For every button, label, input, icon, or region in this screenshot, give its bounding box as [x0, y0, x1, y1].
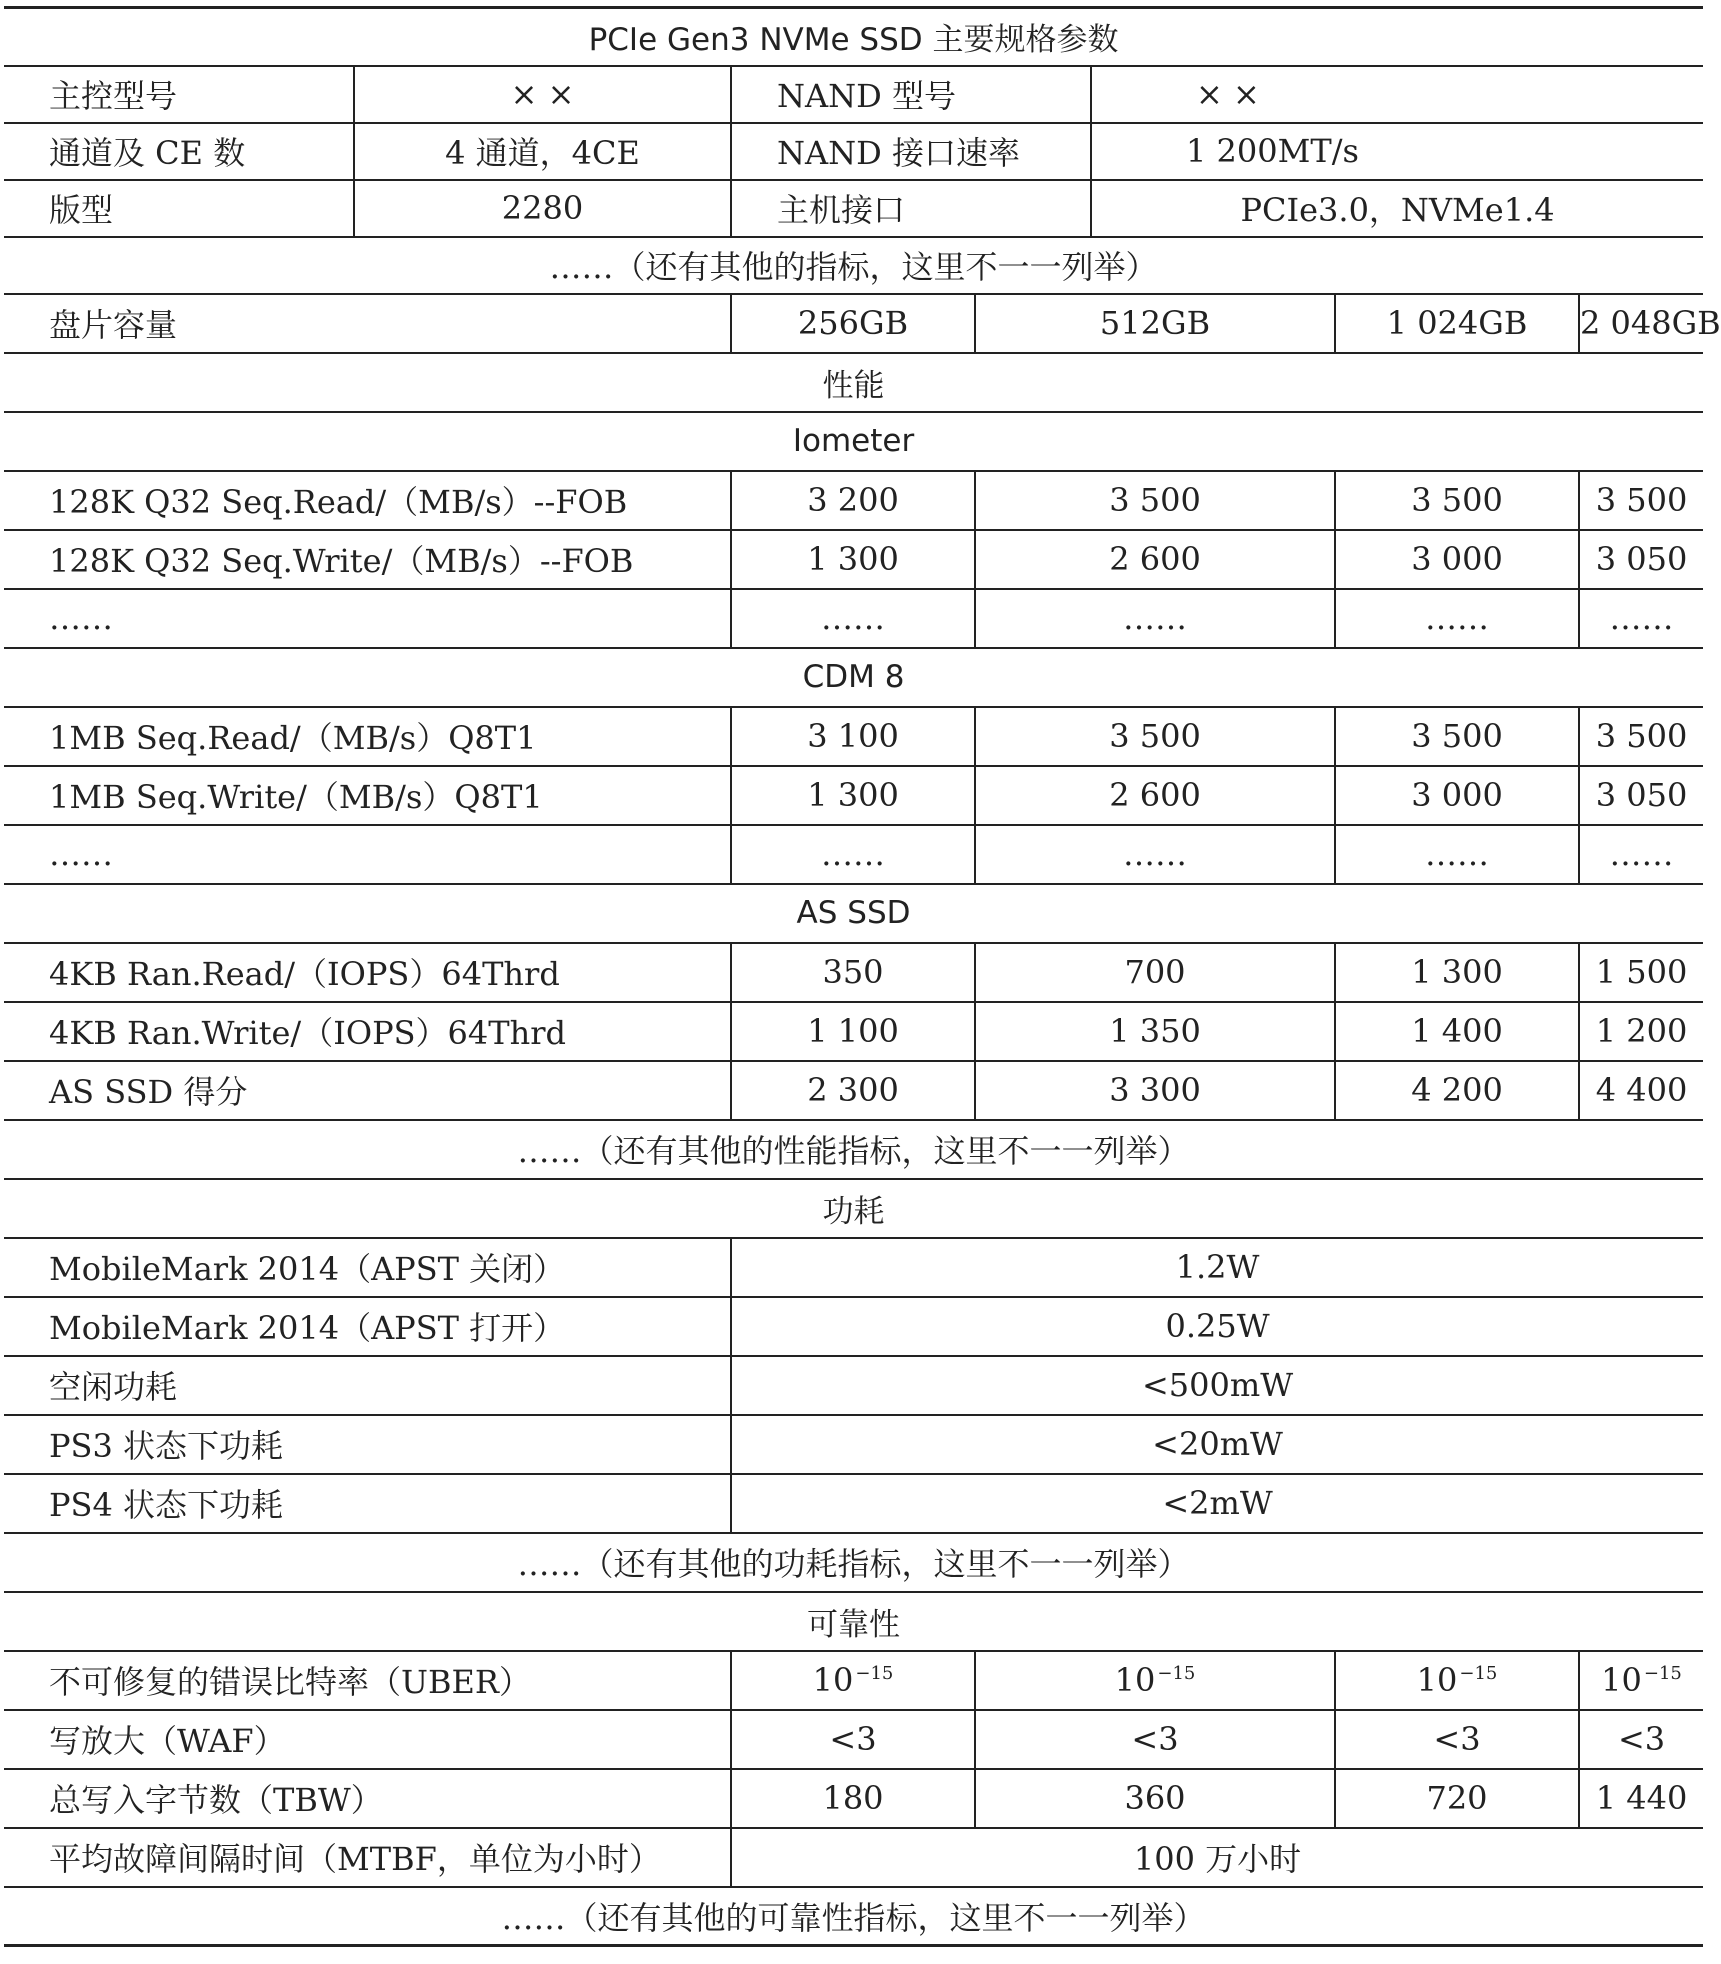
section-row: [4, 648, 1703, 707]
cell-value: [731, 1651, 975, 1710]
cell-value: 3 100: [731, 707, 975, 766]
cell-value: 1 440: [1579, 1769, 1703, 1828]
table-row: [4, 1002, 1703, 1061]
table-row: [4, 1710, 1703, 1769]
cell-value: ……: [975, 589, 1335, 648]
row-label: 写放大（WAF）: [4, 1710, 731, 1769]
cell-value: 2 600: [975, 766, 1335, 825]
row-label: 4KB Ran.Write/（IOPS）64Thrd: [4, 1002, 731, 1061]
capacity-value: 512GB: [975, 294, 1335, 353]
cell-value: 3 500: [975, 707, 1335, 766]
cell-value: 4 200: [1335, 1061, 1579, 1120]
cell-value: ……: [1579, 589, 1703, 648]
power-of-ten: [813, 1661, 894, 1699]
cell-value: <3: [731, 1710, 975, 1769]
table-row: [4, 530, 1703, 589]
row-label: 总写入字节数（TBW）: [4, 1769, 731, 1828]
channel-value: 4 通道，4CE: [354, 123, 731, 180]
nand-value: × ×: [1091, 66, 1703, 123]
title-row: [4, 8, 1703, 66]
note-row: [4, 1120, 1703, 1179]
cell-value: 3 500: [1335, 707, 1579, 766]
row-label: PS4 状态下功耗: [4, 1474, 731, 1533]
cell-value: 100 万小时: [731, 1828, 1703, 1887]
row-label: 1MB Seq.Read/（MB/s）Q8T1: [4, 707, 731, 766]
cell-value: 3 050: [1579, 530, 1703, 589]
table-row: [4, 123, 1703, 180]
table-row: [4, 943, 1703, 1002]
table-row: [4, 589, 1703, 648]
table-row: [4, 1769, 1703, 1828]
row-label: ……: [4, 825, 731, 884]
cell-value: 1 300: [1335, 943, 1579, 1002]
pow-exponent: −15: [1157, 1663, 1196, 1684]
cell-value: <2mW: [731, 1474, 1703, 1533]
host-label: 主机接口: [731, 180, 1091, 237]
row-label: 1MB Seq.Write/（MB/s）Q8T1: [4, 766, 731, 825]
cell-value: 700: [975, 943, 1335, 1002]
cell-value: <3: [975, 1710, 1335, 1769]
cell-value: ……: [1579, 825, 1703, 884]
cell-value: <20mW: [731, 1415, 1703, 1474]
cell-value: 1 500: [1579, 943, 1703, 1002]
pow-exponent: −15: [1459, 1663, 1498, 1684]
nand-label: NAND 型号: [731, 66, 1091, 123]
cell-value: 3 050: [1579, 766, 1703, 825]
cell-value: <3: [1579, 1710, 1703, 1769]
cell-value: 2 600: [975, 530, 1335, 589]
table-row: [4, 1474, 1703, 1533]
nand-speed-label: NAND 接口速率: [731, 123, 1091, 180]
note-row: [4, 237, 1703, 294]
cdm-heading: CDM 8: [4, 648, 1703, 707]
table-row: [4, 471, 1703, 530]
capacity-value: 256GB: [731, 294, 975, 353]
cell-value: 2 300: [731, 1061, 975, 1120]
cell-value: <500mW: [731, 1356, 1703, 1415]
section-row: [4, 353, 1703, 412]
pow-base: 10: [1114, 1661, 1156, 1699]
capacity-label: 盘片容量: [4, 294, 731, 353]
power-of-ten: [1417, 1661, 1498, 1699]
form-value: 2280: [354, 180, 731, 237]
row-label: ……: [4, 589, 731, 648]
note-row: [4, 1533, 1703, 1592]
spec-table: [4, 6, 1721, 1947]
cell-value: 3 500: [1579, 471, 1703, 530]
cell-value: 360: [975, 1769, 1335, 1828]
pow-base: 10: [1416, 1661, 1458, 1699]
table-row: [4, 66, 1703, 123]
cell-value: 1 100: [731, 1002, 975, 1061]
performance-note: ……（还有其他的性能指标，这里不一一列举）: [4, 1120, 1703, 1179]
cell-value: 1 200: [1579, 1002, 1703, 1061]
cell-value: 720: [1335, 1769, 1579, 1828]
asssd-heading: AS SSD: [4, 884, 1703, 943]
cell-value: [975, 1651, 1335, 1710]
row-label: AS SSD 得分: [4, 1061, 731, 1120]
basic-note: ……（还有其他的指标，这里不一一列举）: [4, 237, 1703, 294]
cell-value: 3 300: [975, 1061, 1335, 1120]
cell-value: 3 500: [1335, 471, 1579, 530]
pow-exponent: −15: [855, 1663, 894, 1684]
table-row: [4, 1238, 1703, 1297]
table-row: [4, 1651, 1703, 1710]
reliability-heading: 可靠性: [4, 1592, 1703, 1651]
table-row: [4, 707, 1703, 766]
performance-heading: 性能: [4, 353, 1703, 412]
cell-value: 3 000: [1335, 766, 1579, 825]
row-label: 空闲功耗: [4, 1356, 731, 1415]
cell-value: ……: [975, 825, 1335, 884]
row-label: 不可修复的错误比特率（UBER）: [4, 1651, 731, 1710]
cell-value: 1 300: [731, 766, 975, 825]
cell-value: 3 000: [1335, 530, 1579, 589]
host-value: PCIe3.0，NVMe1.4: [1091, 180, 1703, 237]
section-row: [4, 1179, 1703, 1238]
controller-value: × ×: [354, 66, 731, 123]
pow-base: 10: [812, 1661, 854, 1699]
cell-value: 1.2W: [731, 1238, 1703, 1297]
cell-value: 3 500: [975, 471, 1335, 530]
cell-value: ……: [731, 589, 975, 648]
section-row: [4, 884, 1703, 943]
form-label: 版型: [4, 180, 354, 237]
cell-value: 4 400: [1579, 1061, 1703, 1120]
power-of-ten: [1115, 1661, 1196, 1699]
table-row: [4, 1356, 1703, 1415]
cell-value: 180: [731, 1769, 975, 1828]
cell-value: 350: [731, 943, 975, 1002]
channel-label: 通道及 CE 数: [4, 123, 354, 180]
table-row: [4, 180, 1703, 237]
table-row: [4, 1828, 1703, 1887]
cell-value: 1 350: [975, 1002, 1335, 1061]
capacity-value: 1 024GB: [1335, 294, 1579, 353]
cell-value: ……: [1335, 589, 1579, 648]
cell-value: 3 200: [731, 471, 975, 530]
pow-base: 10: [1601, 1661, 1642, 1699]
table-row: [4, 825, 1703, 884]
table-title: PCIe Gen3 NVMe SSD 主要规格参数: [4, 8, 1703, 66]
row-label: 128K Q32 Seq.Write/（MB/s）--FOB: [4, 530, 731, 589]
table-row: [4, 1415, 1703, 1474]
row-label: 平均故障间隔时间（MTBF，单位为小时）: [4, 1828, 731, 1887]
row-label: PS3 状态下功耗: [4, 1415, 731, 1474]
note-row: [4, 1887, 1703, 1946]
capacity-value: 2 048GB: [1579, 294, 1703, 353]
cell-value: 1 400: [1335, 1002, 1579, 1061]
cell-value: 3 500: [1579, 707, 1703, 766]
cell-value: 0.25W: [731, 1297, 1703, 1356]
cell-value: 1 300: [731, 530, 975, 589]
cell-value: <3: [1335, 1710, 1579, 1769]
capacity-row: [4, 294, 1703, 353]
nand-speed-value: 1 200MT/s: [1091, 123, 1703, 180]
power-heading: 功耗: [4, 1179, 1703, 1238]
row-label: 4KB Ran.Read/（IOPS）64Thrd: [4, 943, 731, 1002]
row-label: 128K Q32 Seq.Read/（MB/s）--FOB: [4, 471, 731, 530]
cell-value: ……: [731, 825, 975, 884]
cell-value: [1335, 1651, 1579, 1710]
pow-exponent: −15: [1643, 1663, 1682, 1684]
iometer-heading: Iometer: [4, 412, 1703, 471]
cell-value: [1579, 1651, 1703, 1710]
section-row: [4, 412, 1703, 471]
reliability-note: ……（还有其他的可靠性指标，这里不一一列举）: [4, 1887, 1703, 1946]
row-label: MobileMark 2014（APST 打开）: [4, 1297, 731, 1356]
row-label: MobileMark 2014（APST 关闭）: [4, 1238, 731, 1297]
table-row: [4, 1061, 1703, 1120]
table-row: [4, 766, 1703, 825]
section-row: [4, 1592, 1703, 1651]
table-row: [4, 1297, 1703, 1356]
power-note: ……（还有其他的功耗指标，这里不一一列举）: [4, 1533, 1703, 1592]
power-of-ten: [1601, 1661, 1682, 1699]
controller-label: 主控型号: [4, 66, 354, 123]
cell-value: ……: [1335, 825, 1579, 884]
